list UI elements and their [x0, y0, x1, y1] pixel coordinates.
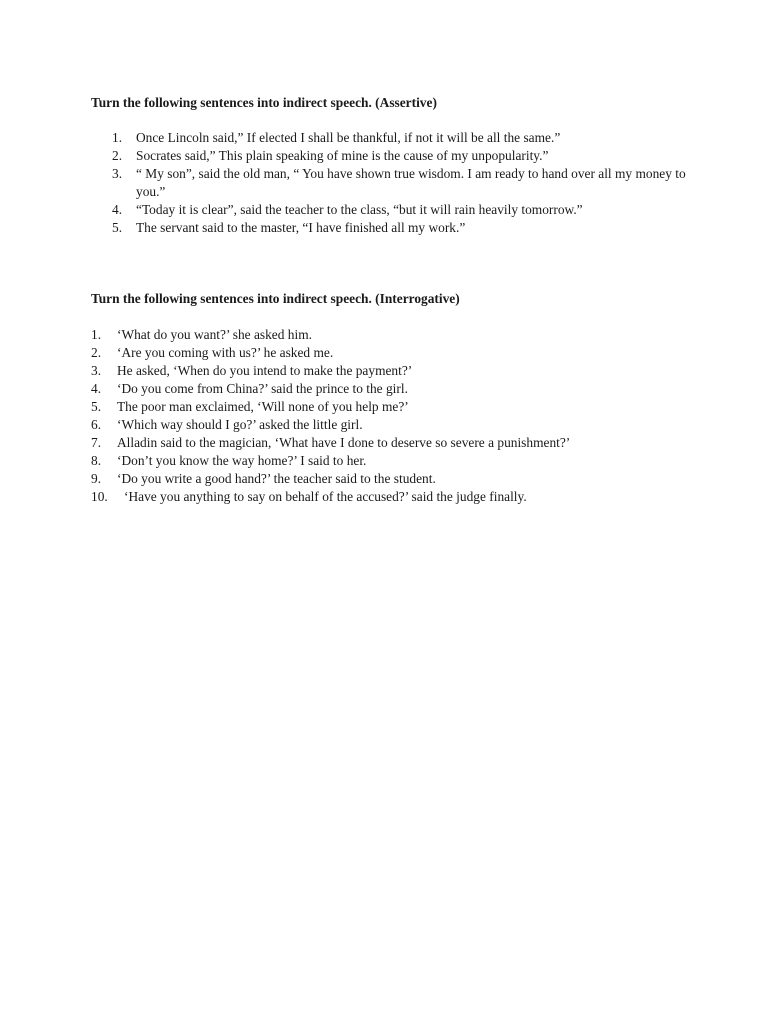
item-text: ‘Do you write a good hand?’ the teacher said to the student. — [117, 471, 436, 486]
list-item — [91, 362, 691, 380]
item-text: ‘Are you coming with us?’ he asked me. — [117, 345, 334, 360]
list-item — [91, 165, 691, 201]
item-number: 1. — [91, 327, 102, 342]
item-number: 5. — [112, 220, 123, 235]
list-item — [91, 434, 691, 452]
list-item — [91, 380, 691, 398]
item-text: He asked, ‘When do you intend to make the payment?’ — [117, 363, 413, 378]
item-text: ‘Have you anything to say on behalf of the accused?’ said the judge finally. — [124, 489, 527, 504]
item-number: 4. — [91, 381, 102, 396]
list-item — [91, 488, 691, 506]
list-item — [91, 147, 691, 165]
item-number: 3. — [112, 166, 123, 181]
item-number: 9. — [91, 471, 102, 486]
list-item — [91, 416, 691, 434]
list-item — [91, 470, 691, 488]
item-number: 7. — [91, 435, 102, 450]
item-text: The servant said to the master, “I have finished all my work.” — [136, 220, 466, 235]
section-heading-interrogative: Turn the following sentences into indirect speech. (Interrogative) — [91, 291, 460, 306]
item-text: Alladin said to the magician, ‘What have I done to deserve so severe a punishment?’ — [117, 435, 571, 450]
item-text: “Today it is clear”, said the teacher to the class, “but it will rain heavily tomorrow.” — [136, 202, 583, 217]
list-item — [91, 398, 691, 416]
item-text: ‘Don’t you know the way home?’ I said to her. — [117, 453, 367, 468]
assertive-list — [91, 129, 691, 237]
item-number: 5. — [91, 399, 102, 414]
item-number: 3. — [91, 363, 102, 378]
list-item — [91, 219, 691, 237]
item-number: 1. — [112, 130, 123, 145]
list-item — [91, 344, 691, 362]
item-text: ‘Do you come from China?’ said the prince to the girl. — [117, 381, 408, 396]
item-text: Once Lincoln said,” If elected I shall be thankful, if not it will be all the same.” — [136, 130, 561, 145]
section-heading-assertive: Turn the following sentences into indirect speech. (Assertive) — [91, 95, 437, 110]
item-number: 4. — [112, 202, 123, 217]
item-number: 6. — [91, 417, 102, 432]
item-text: ‘What do you want?’ she asked him. — [117, 327, 312, 342]
item-text: The poor man exclaimed, ‘Will none of you help me?’ — [117, 399, 409, 414]
item-number: 10. — [91, 489, 108, 504]
interrogative-list — [91, 326, 691, 506]
list-item — [91, 129, 691, 147]
list-item — [91, 326, 691, 344]
list-item — [91, 452, 691, 470]
item-text: ‘Which way should I go?’ asked the little girl. — [117, 417, 363, 432]
item-text: Socrates said,” This plain speaking of mine is the cause of my unpopularity.” — [136, 148, 549, 163]
item-number: 2. — [112, 148, 123, 163]
item-number: 2. — [91, 345, 102, 360]
list-item — [91, 201, 691, 219]
item-number: 8. — [91, 453, 102, 468]
item-text: “ My son”, said the old man, “ You have shown true wisdom. I am ready to hand over all my money to you.” — [136, 166, 686, 199]
